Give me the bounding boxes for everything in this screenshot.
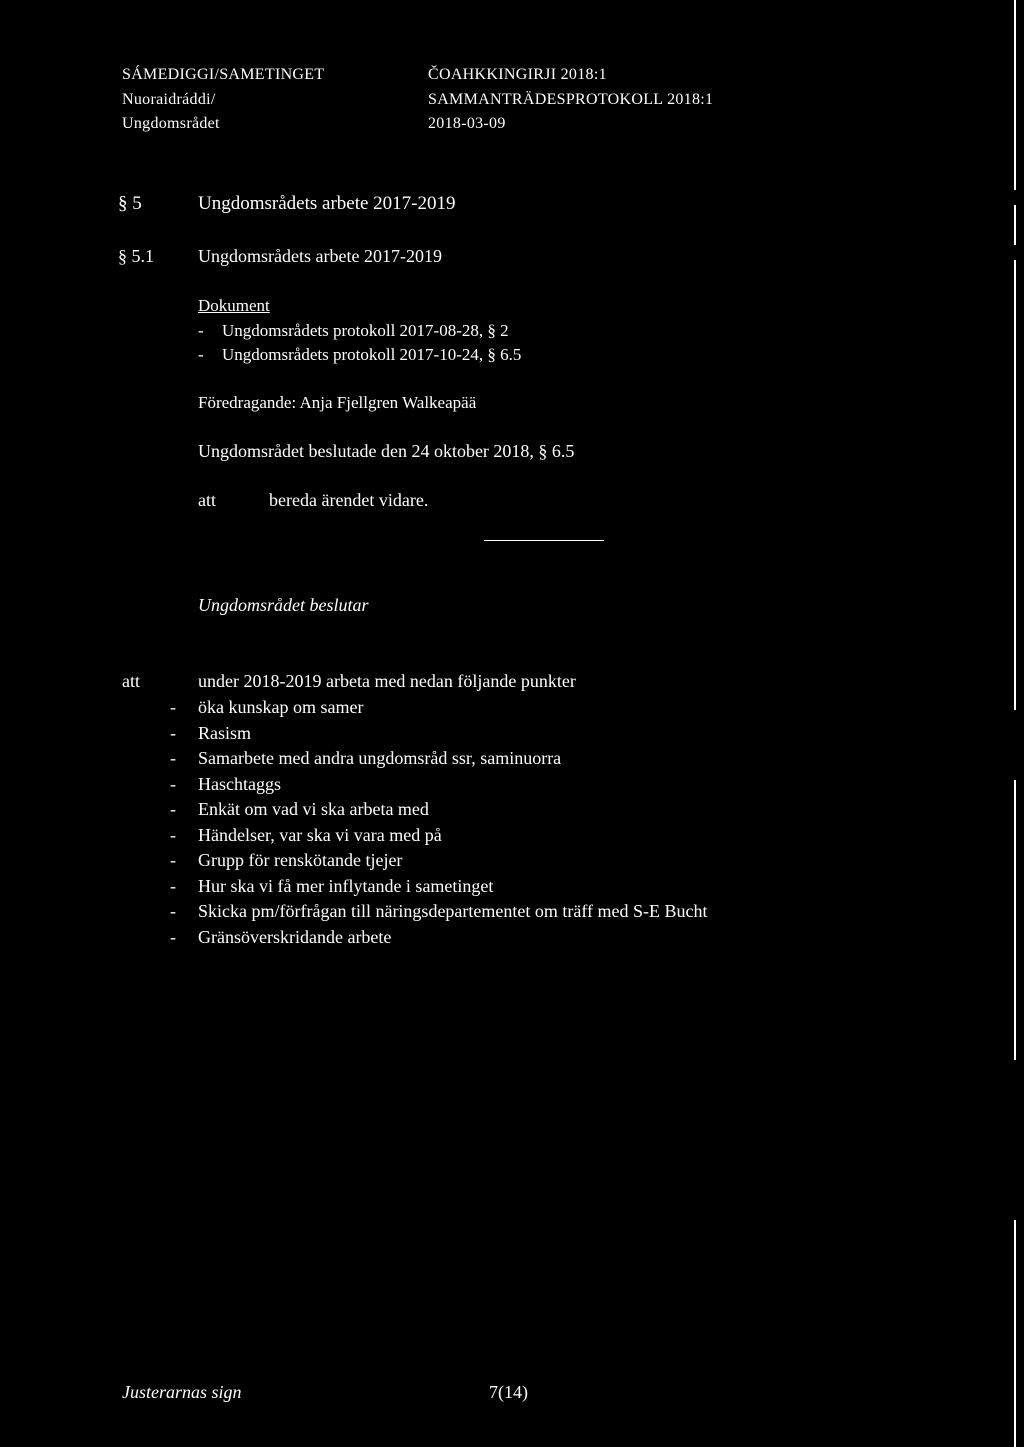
- prior-decision-line: Ungdomsrådet beslutade den 24 oktober 2018, § 6.5: [198, 441, 575, 461]
- organization-name: SÁMEDIGGI/SAMETINGET: [122, 66, 325, 83]
- list-dash: -: [170, 824, 176, 845]
- documents-label: Dokument: [198, 296, 270, 315]
- protocol-title-sv: SAMMANTRÄDESPROTOKOLL 2018:1: [428, 91, 714, 108]
- list-item-text: Händelser, var ska vi vara med på: [198, 824, 442, 845]
- list-dash: -: [170, 697, 176, 717]
- list-item: [170, 799, 429, 820]
- scan-edge-line: [1014, 780, 1016, 1060]
- list-item-text: Hur ska vi få mer inflytande i sametinget: [198, 875, 494, 896]
- scan-edge-line: [1014, 0, 1016, 190]
- presenter-line: Föredragande: Anja Fjellgren Walkeapää: [198, 393, 477, 412]
- list-item: [170, 722, 252, 744]
- organization-subunit-sv: Ungdomsrådet: [122, 115, 220, 132]
- protocol-title-sami: ČOAHKKINGIRJI 2018:1: [428, 66, 607, 83]
- document-item: [198, 345, 522, 365]
- list-dash: -: [198, 321, 204, 340]
- list-item-text: öka kunskap om samer: [198, 697, 364, 717]
- page-number: 7(14): [489, 1382, 528, 1402]
- scan-edge-line: [1014, 1220, 1016, 1447]
- list-dash: -: [170, 773, 176, 794]
- document-item: [198, 321, 509, 341]
- list-dash: -: [170, 748, 176, 768]
- scan-edge-line: [1014, 260, 1016, 710]
- list-dash: -: [170, 799, 176, 819]
- list-item: [170, 850, 403, 871]
- list-item-text: Haschtaggs: [198, 773, 281, 794]
- list-item: [170, 748, 562, 769]
- list-dash: -: [170, 901, 176, 921]
- list-item-text: Gränsöverskridande arbete: [198, 926, 392, 947]
- signature-label: Justerarnas sign: [122, 1382, 242, 1402]
- list-item: [170, 901, 708, 922]
- subsection-title: Ungdomsrådets arbete 2017-2019: [198, 246, 442, 266]
- scan-edge-line: [1014, 205, 1016, 245]
- list-dash: -: [198, 345, 204, 364]
- list-item: [170, 926, 392, 948]
- document-item-text: Ungdomsrådets protokoll 2017-10-24, § 6.5: [222, 345, 522, 364]
- decision-intro: under 2018-2019 arbeta med nedan följande punkter: [198, 671, 576, 691]
- list-dash: -: [170, 875, 176, 896]
- prior-att-word: att: [198, 490, 216, 510]
- document-item-text: Ungdomsrådets protokoll 2017-08-28, § 2: [222, 321, 509, 340]
- decision-att-word: att: [122, 671, 140, 691]
- list-dash: -: [170, 850, 176, 870]
- list-item-text: Skicka pm/förfrågan till näringsdepartementet om träff med S-E Bucht: [198, 901, 708, 921]
- list-item: [170, 697, 364, 718]
- list-dash: -: [170, 926, 176, 947]
- decision-heading: Ungdomsrådet beslutar: [198, 595, 369, 615]
- separator-rule: [484, 540, 604, 541]
- prior-action-text: bereda ärendet vidare.: [269, 490, 429, 510]
- subsection-number: § 5.1: [118, 246, 154, 266]
- list-item-text: Enkät om vad vi ska arbeta med: [198, 799, 429, 819]
- list-item: [170, 773, 281, 795]
- list-item-text: Samarbete med andra ungdomsråd ssr, saminuorra: [198, 748, 562, 768]
- list-dash: -: [170, 722, 176, 743]
- list-item: [170, 875, 494, 897]
- section-number: § 5: [118, 193, 142, 214]
- section-title: Ungdomsrådets arbete 2017-2019: [198, 193, 456, 214]
- protocol-date: 2018-03-09: [428, 115, 506, 132]
- list-item-text: Grupp för renskötande tjejer: [198, 850, 403, 870]
- list-item: [170, 824, 442, 846]
- organization-subunit: Nuoraidráddi/: [122, 91, 216, 108]
- list-item-text: Rasism: [198, 722, 252, 743]
